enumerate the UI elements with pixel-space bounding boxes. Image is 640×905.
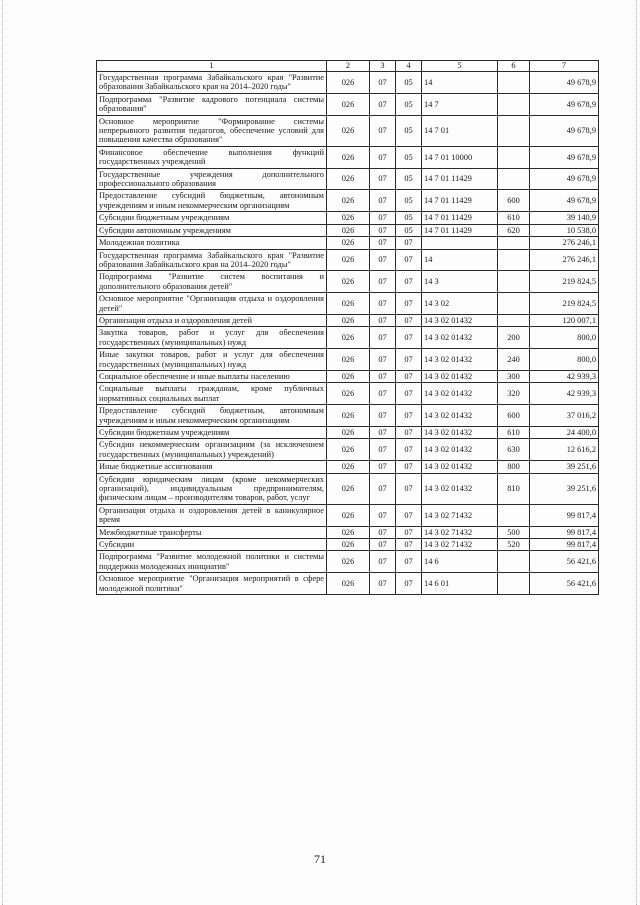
- subsection-cell: 07: [396, 473, 422, 504]
- target-article-cell: 14 3 02 71432: [422, 504, 498, 526]
- target-article-cell: 14 7 01 11429: [422, 224, 498, 236]
- admin-code-cell: 026: [327, 93, 370, 115]
- table-row: [97, 405, 599, 427]
- subsection-cell: 07: [396, 249, 422, 271]
- expense-type-cell: 630: [498, 439, 530, 461]
- row-name-cell: Иные закупки товаров, работ и услуг для обеспечения государственных (муниципальных) нужд: [97, 349, 327, 371]
- row-name-cell: Молодежная политика: [97, 237, 327, 249]
- subsection-cell: 07: [396, 526, 422, 538]
- subsection-cell: 05: [396, 115, 422, 146]
- table-row: [97, 249, 599, 271]
- admin-code-cell: 026: [327, 539, 370, 551]
- expense-type-cell: [498, 504, 530, 526]
- expense-type-cell: [498, 271, 530, 293]
- table-row: [97, 383, 599, 405]
- row-name-cell: Подпрограмма "Развитие кадрового потенциала системы образования": [97, 93, 327, 115]
- row-name-cell: Субсидии некоммерческим организациям (за исключением государственных (муниципальных) учреждений): [97, 439, 327, 461]
- subsection-cell: 07: [396, 271, 422, 293]
- row-name-cell: Основное мероприятие "Формирование системы непрерывного развития педагогов, обеспечение условий для повышения качества образования": [97, 115, 327, 146]
- admin-code-cell: 026: [327, 224, 370, 236]
- amount-cell: 37 016,2: [530, 405, 599, 427]
- subsection-cell: 05: [396, 212, 422, 224]
- table-row: [97, 190, 599, 212]
- table-row: [97, 212, 599, 224]
- expense-type-cell: [498, 573, 530, 595]
- admin-code-cell: 026: [327, 115, 370, 146]
- table-row: [97, 370, 599, 382]
- table-row: [97, 224, 599, 236]
- admin-code-cell: 026: [327, 249, 370, 271]
- section-cell: 07: [370, 370, 396, 382]
- section-cell: 07: [370, 349, 396, 371]
- subsection-cell: 05: [396, 224, 422, 236]
- target-article-cell: 14 3 02 01432: [422, 473, 498, 504]
- row-name-cell: Закупка товаров, работ и услуг для обеспечения государственных (муниципальных) нужд: [97, 327, 327, 349]
- section-cell: 07: [370, 93, 396, 115]
- column-header: 4: [396, 61, 422, 72]
- target-article-cell: 14 3 02 71432: [422, 539, 498, 551]
- amount-cell: 49 678,9: [530, 72, 599, 94]
- row-name-cell: Государственная программа Забайкальского края "Развитие образования Забайкальского края на 2014–2020 годы": [97, 249, 327, 271]
- amount-cell: 276 246,1: [530, 249, 599, 271]
- target-article-cell: 14 7 01 11429: [422, 168, 498, 190]
- section-cell: 07: [370, 504, 396, 526]
- table-row: [97, 349, 599, 371]
- expense-type-cell: 600: [498, 190, 530, 212]
- section-cell: 07: [370, 212, 396, 224]
- page-edge-left: [2, 0, 4, 905]
- admin-code-cell: 026: [327, 293, 370, 315]
- column-header: 7: [530, 61, 599, 72]
- target-article-cell: 14 3 02 01432: [422, 461, 498, 473]
- subsection-cell: 07: [396, 327, 422, 349]
- admin-code-cell: 026: [327, 383, 370, 405]
- column-header: 2: [327, 61, 370, 72]
- admin-code-cell: 026: [327, 146, 370, 168]
- target-article-cell: 14 3 02 01432: [422, 370, 498, 382]
- admin-code-cell: 026: [327, 190, 370, 212]
- table-row: [97, 293, 599, 315]
- expense-type-cell: [498, 249, 530, 271]
- expense-type-cell: 620: [498, 224, 530, 236]
- amount-cell: 49 678,9: [530, 168, 599, 190]
- table-row: [97, 271, 599, 293]
- column-header: 6: [498, 61, 530, 72]
- amount-cell: 99 817,4: [530, 539, 599, 551]
- section-cell: 07: [370, 293, 396, 315]
- row-name-cell: Государственная программа Забайкальского края "Развитие образования Забайкальского края на 2014–2020 годы": [97, 72, 327, 94]
- expense-type-cell: 610: [498, 212, 530, 224]
- row-name-cell: Субсидии: [97, 539, 327, 551]
- subsection-cell: 05: [396, 93, 422, 115]
- subsection-cell: 07: [396, 370, 422, 382]
- table-row: [97, 526, 599, 538]
- amount-cell: 39 251,6: [530, 461, 599, 473]
- expense-type-cell: [498, 146, 530, 168]
- amount-cell: 276 246,1: [530, 237, 599, 249]
- amount-cell: 49 678,9: [530, 93, 599, 115]
- amount-cell: 24 400,0: [530, 427, 599, 439]
- row-name-cell: Иные бюджетные ассигнования: [97, 461, 327, 473]
- target-article-cell: 14 6 01: [422, 573, 498, 595]
- row-name-cell: Субсидии бюджетным учреждениям: [97, 427, 327, 439]
- section-cell: 07: [370, 405, 396, 427]
- row-name-cell: Межбюджетные трансферты: [97, 526, 327, 538]
- expense-type-cell: [498, 237, 530, 249]
- subsection-cell: 07: [396, 427, 422, 439]
- table-row: [97, 551, 599, 573]
- target-article-cell: 14 7 01: [422, 115, 498, 146]
- target-article-cell: 14 3: [422, 271, 498, 293]
- table-row: [97, 168, 599, 190]
- budget-table: [96, 60, 599, 595]
- section-cell: 07: [370, 327, 396, 349]
- expense-type-cell: 500: [498, 526, 530, 538]
- row-name-cell: Предоставление субсидий бюджетным, автономным учреждениям и иным некоммерческим организациям: [97, 405, 327, 427]
- expense-type-cell: [498, 551, 530, 573]
- target-article-cell: 14 6: [422, 551, 498, 573]
- column-header: 5: [422, 61, 498, 72]
- section-cell: 07: [370, 271, 396, 293]
- subsection-cell: 07: [396, 383, 422, 405]
- expense-type-cell: [498, 115, 530, 146]
- section-cell: 07: [370, 551, 396, 573]
- row-name-cell: Предоставление субсидий бюджетным, автономным учреждениям и иным некоммерческим организациям: [97, 190, 327, 212]
- section-cell: 07: [370, 427, 396, 439]
- target-article-cell: 14: [422, 72, 498, 94]
- admin-code-cell: 026: [327, 439, 370, 461]
- page-edge-right: [636, 0, 638, 905]
- page-number: 71: [314, 852, 326, 866]
- subsection-cell: 05: [396, 190, 422, 212]
- amount-cell: 99 817,4: [530, 504, 599, 526]
- table-row: [97, 93, 599, 115]
- subsection-cell: 07: [396, 461, 422, 473]
- admin-code-cell: 026: [327, 168, 370, 190]
- row-name-cell: Подпрограмма "Развитие молодежной политики и системы поддержки молодежных инициатив": [97, 551, 327, 573]
- table-row: [97, 504, 599, 526]
- amount-cell: 12 616,2: [530, 439, 599, 461]
- section-cell: 07: [370, 115, 396, 146]
- admin-code-cell: 026: [327, 271, 370, 293]
- admin-code-cell: 026: [327, 370, 370, 382]
- row-name-cell: Государственные учреждения дополнительного профессионального образования: [97, 168, 327, 190]
- admin-code-cell: 026: [327, 327, 370, 349]
- amount-cell: 10 538,0: [530, 224, 599, 236]
- subsection-cell: 07: [396, 439, 422, 461]
- expense-type-cell: 300: [498, 370, 530, 382]
- section-cell: 07: [370, 168, 396, 190]
- admin-code-cell: 026: [327, 473, 370, 504]
- expense-type-cell: 600: [498, 405, 530, 427]
- row-name-cell: Подпрограмма "Развитие систем воспитания и дополнительного образования детей": [97, 271, 327, 293]
- section-cell: 07: [370, 314, 396, 326]
- section-cell: 07: [370, 237, 396, 249]
- admin-code-cell: 026: [327, 212, 370, 224]
- expense-type-cell: 800: [498, 461, 530, 473]
- column-header: 3: [370, 61, 396, 72]
- amount-cell: 56 421,6: [530, 573, 599, 595]
- admin-code-cell: 026: [327, 314, 370, 326]
- row-name-cell: Организация отдыха и оздоровления детей: [97, 314, 327, 326]
- target-article-cell: 14 3 02 01432: [422, 383, 498, 405]
- section-cell: 07: [370, 383, 396, 405]
- amount-cell: 49 678,9: [530, 190, 599, 212]
- table-row: [97, 539, 599, 551]
- amount-cell: 49 678,9: [530, 115, 599, 146]
- amount-cell: 39 251,6: [530, 473, 599, 504]
- subsection-cell: 07: [396, 504, 422, 526]
- amount-cell: 39 140,9: [530, 212, 599, 224]
- subsection-cell: 07: [396, 405, 422, 427]
- amount-cell: 49 678,9: [530, 146, 599, 168]
- target-article-cell: 14 3 02 01432: [422, 327, 498, 349]
- target-article-cell: 14 7: [422, 93, 498, 115]
- admin-code-cell: 026: [327, 461, 370, 473]
- subsection-cell: 07: [396, 539, 422, 551]
- table-row: [97, 314, 599, 326]
- table-row: [97, 573, 599, 595]
- admin-code-cell: 026: [327, 405, 370, 427]
- section-cell: 07: [370, 249, 396, 271]
- table-row: [97, 427, 599, 439]
- expense-type-cell: 520: [498, 539, 530, 551]
- subsection-cell: 07: [396, 349, 422, 371]
- admin-code-cell: 026: [327, 237, 370, 249]
- expense-type-cell: [498, 293, 530, 315]
- target-article-cell: 14 3 02: [422, 293, 498, 315]
- target-article-cell: 14 3 02 01432: [422, 427, 498, 439]
- row-name-cell: Субсидии бюджетным учреждениям: [97, 212, 327, 224]
- row-name-cell: Финансовое обеспечение выполнения функций государственных учреждений: [97, 146, 327, 168]
- expense-type-cell: 320: [498, 383, 530, 405]
- amount-cell: 800,0: [530, 349, 599, 371]
- table-row: [97, 327, 599, 349]
- row-name-cell: Организация отдыха и оздоровления детей в каникулярное время: [97, 504, 327, 526]
- subsection-cell: 05: [396, 168, 422, 190]
- target-article-cell: 14 3 02 01432: [422, 349, 498, 371]
- target-article-cell: 14 7 01 11429: [422, 212, 498, 224]
- amount-cell: 800,0: [530, 327, 599, 349]
- target-article-cell: 14 3 02 01432: [422, 314, 498, 326]
- section-cell: 07: [370, 224, 396, 236]
- section-cell: 07: [370, 473, 396, 504]
- row-name-cell: Основное мероприятие "Организация мероприятий в сфере молодежной политики": [97, 573, 327, 595]
- amount-cell: 120 007,1: [530, 314, 599, 326]
- expense-type-cell: 610: [498, 427, 530, 439]
- section-cell: 07: [370, 539, 396, 551]
- amount-cell: 219 824,5: [530, 293, 599, 315]
- subsection-cell: 07: [396, 237, 422, 249]
- table-row: [97, 146, 599, 168]
- table-row: [97, 461, 599, 473]
- expense-type-cell: 200: [498, 327, 530, 349]
- section-cell: 07: [370, 190, 396, 212]
- admin-code-cell: 026: [327, 551, 370, 573]
- admin-code-cell: 026: [327, 504, 370, 526]
- target-article-cell: 14 7 01 11429: [422, 190, 498, 212]
- expense-type-cell: [498, 314, 530, 326]
- expense-type-cell: 810: [498, 473, 530, 504]
- target-article-cell: 14 3 02 01432: [422, 405, 498, 427]
- section-cell: 07: [370, 146, 396, 168]
- target-article-cell: 14 3 02 01432: [422, 439, 498, 461]
- row-name-cell: Социальное обеспечение и иные выплаты населению: [97, 370, 327, 382]
- table-row: [97, 237, 599, 249]
- admin-code-cell: 026: [327, 427, 370, 439]
- amount-cell: 42 939,3: [530, 370, 599, 382]
- admin-code-cell: 026: [327, 72, 370, 94]
- target-article-cell: [422, 237, 498, 249]
- section-cell: 07: [370, 526, 396, 538]
- row-name-cell: Субсидии юридическим лицам (кроме некоммерческих организаций), индивидуальным предпринимателям, физическим лицам – производителям товаров, работ, услуг: [97, 473, 327, 504]
- subsection-cell: 07: [396, 551, 422, 573]
- admin-code-cell: 026: [327, 573, 370, 595]
- section-cell: 07: [370, 461, 396, 473]
- row-name-cell: Основное мероприятие "Организация отдыха и оздоровления детей": [97, 293, 327, 315]
- admin-code-cell: 026: [327, 349, 370, 371]
- subsection-cell: 07: [396, 573, 422, 595]
- table-row: [97, 72, 599, 94]
- row-name-cell: Субсидии автономным учреждениям: [97, 224, 327, 236]
- amount-cell: 56 421,6: [530, 551, 599, 573]
- section-cell: 07: [370, 573, 396, 595]
- amount-cell: 99 817,4: [530, 526, 599, 538]
- expense-type-cell: [498, 93, 530, 115]
- subsection-cell: 05: [396, 146, 422, 168]
- target-article-cell: 14: [422, 249, 498, 271]
- section-cell: 07: [370, 439, 396, 461]
- table-row: [97, 439, 599, 461]
- target-article-cell: 14 3 02 71432: [422, 526, 498, 538]
- subsection-cell: 07: [396, 293, 422, 315]
- expense-type-cell: 240: [498, 349, 530, 371]
- table-body: [97, 72, 599, 595]
- subsection-cell: 05: [396, 72, 422, 94]
- section-cell: 07: [370, 72, 396, 94]
- table-row: [97, 115, 599, 146]
- expense-type-cell: [498, 168, 530, 190]
- table-row: [97, 473, 599, 504]
- amount-cell: 219 824,5: [530, 271, 599, 293]
- row-name-cell: Социальные выплаты гражданам, кроме публичных нормативных социальных выплат: [97, 383, 327, 405]
- column-header: 1: [97, 61, 327, 72]
- admin-code-cell: 026: [327, 526, 370, 538]
- expense-type-cell: [498, 72, 530, 94]
- target-article-cell: 14 7 01 10000: [422, 146, 498, 168]
- subsection-cell: 07: [396, 314, 422, 326]
- table-header-row: [97, 61, 599, 72]
- amount-cell: 42 939,3: [530, 383, 599, 405]
